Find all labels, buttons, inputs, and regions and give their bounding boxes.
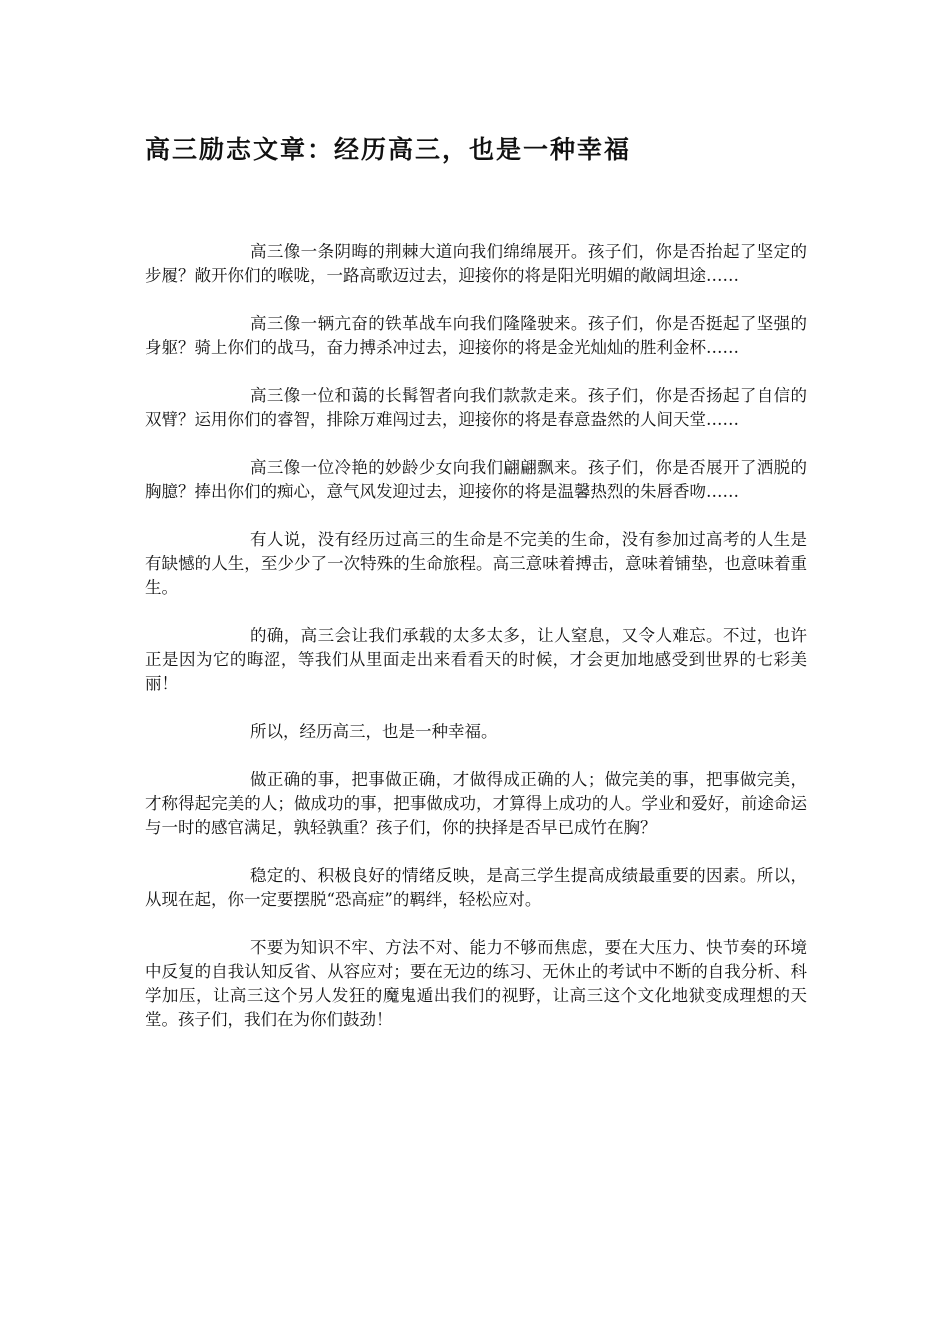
paragraph: 的确，高三会让我们承载的太多太多，让人窒息，又令人难忘。不过，也许正是因为它的晦涩，等我们从里面走出来看看天的时候，才会更加地感受到世界的七彩美丽！ [145, 626, 807, 693]
paragraph: 高三像一条阴晦的荆棘大道向我们绵绵展开。孩子们，你是否抬起了坚定的步履？敞开你们的喉咙，一路高歌迈过去，迎接你的将是阳光明媚的敞阔坦途…… [145, 242, 807, 285]
paragraph: 所以，经历高三，也是一种幸福。 [250, 722, 498, 741]
paragraph: 稳定的、积极良好的情绪反映，是高三学生提高成绩最重要的因素。所以，从现在起，你一定要摆脱“恐高症”的羁绊，轻松应对。 [145, 866, 807, 909]
document-title: 高三励志文章：经历高三，也是一种幸福 [145, 135, 632, 164]
paragraph: 有人说，没有经历过高三的生命是不完美的生命，没有参加过高考的人生是有缺憾的人生，至少少了一次特殊的生命旅程。高三意味着搏击，意味着铺垫，也意味着重生。 [145, 530, 807, 597]
paragraph: 高三像一辆亢奋的铁革战车向我们隆隆驶来。孩子们，你是否挺起了坚强的身躯？骑上你们的战马，奋力搏杀冲过去，迎接你的将是金光灿灿的胜利金杯…… [145, 314, 807, 357]
paragraph: 高三像一位和蔼的长髯智者向我们款款走来。孩子们，你是否扬起了自信的双臂？运用你们的睿智，排除万难闯过去，迎接你的将是春意盎然的人间天堂…… [145, 386, 807, 429]
paragraph: 高三像一位冷艳的妙龄少女向我们翩翩飘来。孩子们，你是否展开了洒脱的胸臆？捧出你们的痴心，意气风发迎过去，迎接你的将是温馨热烈的朱唇香吻…… [145, 458, 807, 501]
paragraph: 不要为知识不牢、方法不对、能力不够而焦虑，要在大压力、快节奏的环境中反复的自我认知反省、从容应对；要在无边的练习、无休止的考试中不断的自我分析、科学加压，让高三这个另人发狂的魔鬼遁出我们的视野，让高三这个文化地狱变成理想的天堂。孩子们，我们在为你们鼓劲！ [145, 938, 807, 1029]
document-body [145, 240, 807, 1056]
paragraph: 做正确的事，把事做正确，才做得成正确的人；做完美的事，把事做完美，才称得起完美的人；做成功的事，把事做成功，才算得上成功的人。学业和爱好，前途命运与一时的感官满足，孰轻孰重？孩子们，你的抉择是否早已成竹在胸？ [145, 770, 807, 837]
